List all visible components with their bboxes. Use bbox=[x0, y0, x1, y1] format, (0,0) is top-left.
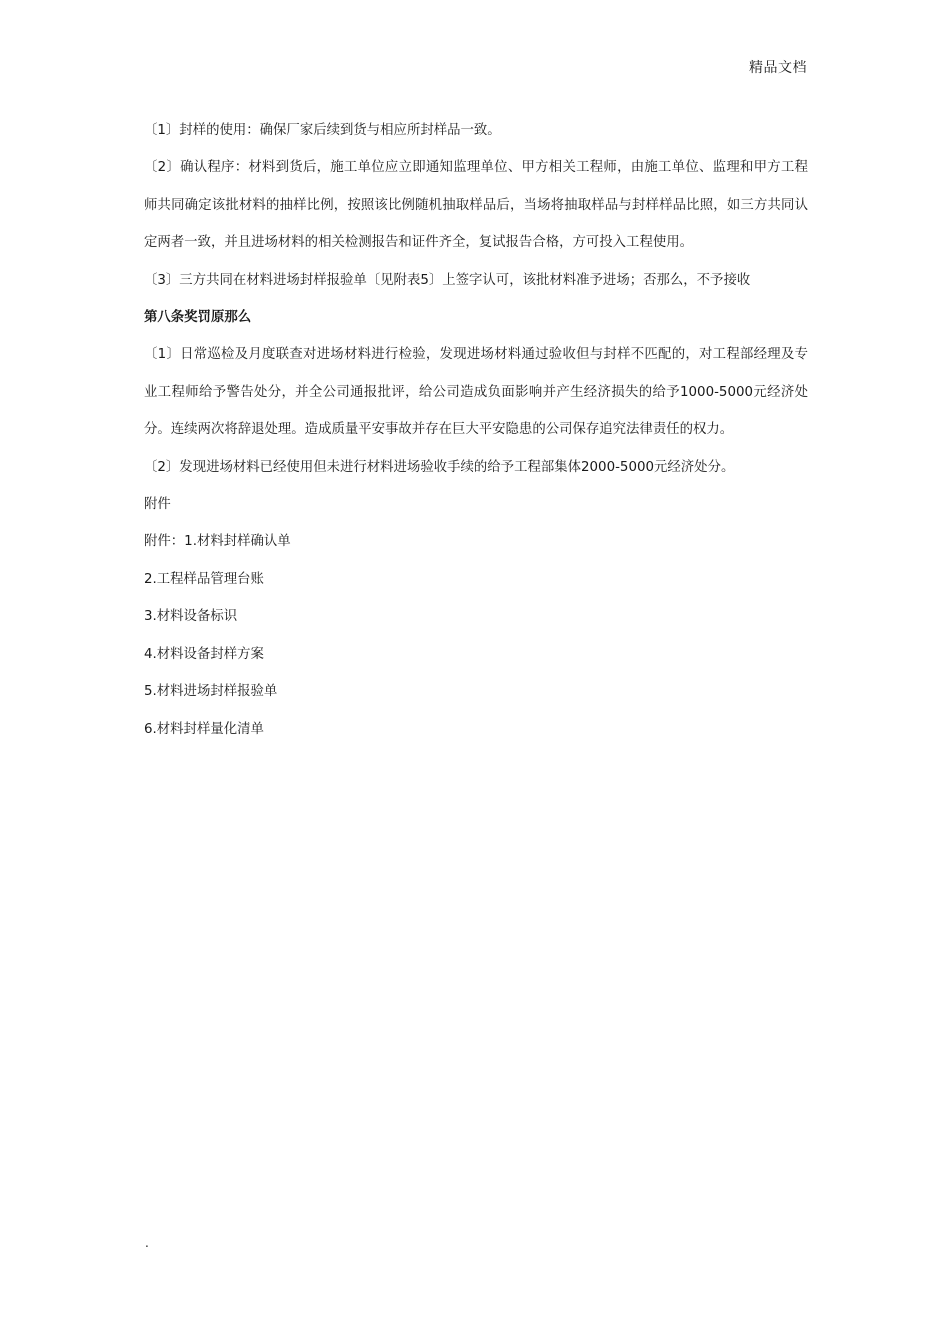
attachment-item: 3.材料设备标识 bbox=[144, 609, 238, 625]
paragraph-inspection-penalty: 〔1〕日常巡检及月度联查对进场材料进行检验，发现进场材料通过验收但与封样不匹配的，对工程部经理及专业工程师给予警告处分，并全公司通报批评，给公司造成负面影响并产生经济损失的给予1000-5000元经济处分。连续两次将辞退处理。造成质量平安事故并存在巨大平安隐患的公司保存追究法律责任的权力。 bbox=[144, 347, 808, 438]
paragraph-usage-penalty: 〔2〕发现进场材料已经使用但未进行材料进场验收手续的给予工程部集体2000-5000元经济处分。 bbox=[144, 459, 735, 475]
document-header-label: 精品文档 bbox=[749, 60, 807, 76]
attachments-title: 附件 bbox=[144, 497, 171, 513]
attachment-item: 5.材料进场封样报验单 bbox=[144, 684, 278, 700]
paragraph-sign-off: 〔3〕三方共同在材料进场封样报验单〔见附表5〕上签字认可，该批材料准予进场；否那么，不予接收 bbox=[144, 272, 751, 288]
paragraph-sample-usage: 〔1〕封样的使用：确保厂家后续到货与相应所封样品一致。 bbox=[144, 123, 501, 138]
section-heading-rewards-penalties: 第八条奖罚原那么 bbox=[144, 310, 252, 326]
footer-mark: . bbox=[145, 1236, 149, 1250]
attachment-item: 2.工程样品管理台账 bbox=[144, 571, 264, 587]
document-body bbox=[144, 112, 808, 748]
paragraph-confirmation-procedure: 〔2〕确认程序：材料到货后，施工单位应立即通知监理单位、甲方相关工程师，由施工单位、监理和甲方工程师共同确定该批材料的抽样比例，按照该比例随机抽取样品后，当场将抽取样品与封样样品比照，如三方共同认定两者一致，并且进场材料的相关检测报告和证件齐全，复试报告合格，方可投入工程使用。 bbox=[144, 160, 808, 251]
attachment-item: 4.材料设备封样方案 bbox=[144, 646, 264, 662]
attachment-item: 6.材料封样量化清单 bbox=[144, 721, 264, 737]
attachment-item: 附件：1.材料封样确认单 bbox=[144, 534, 291, 550]
